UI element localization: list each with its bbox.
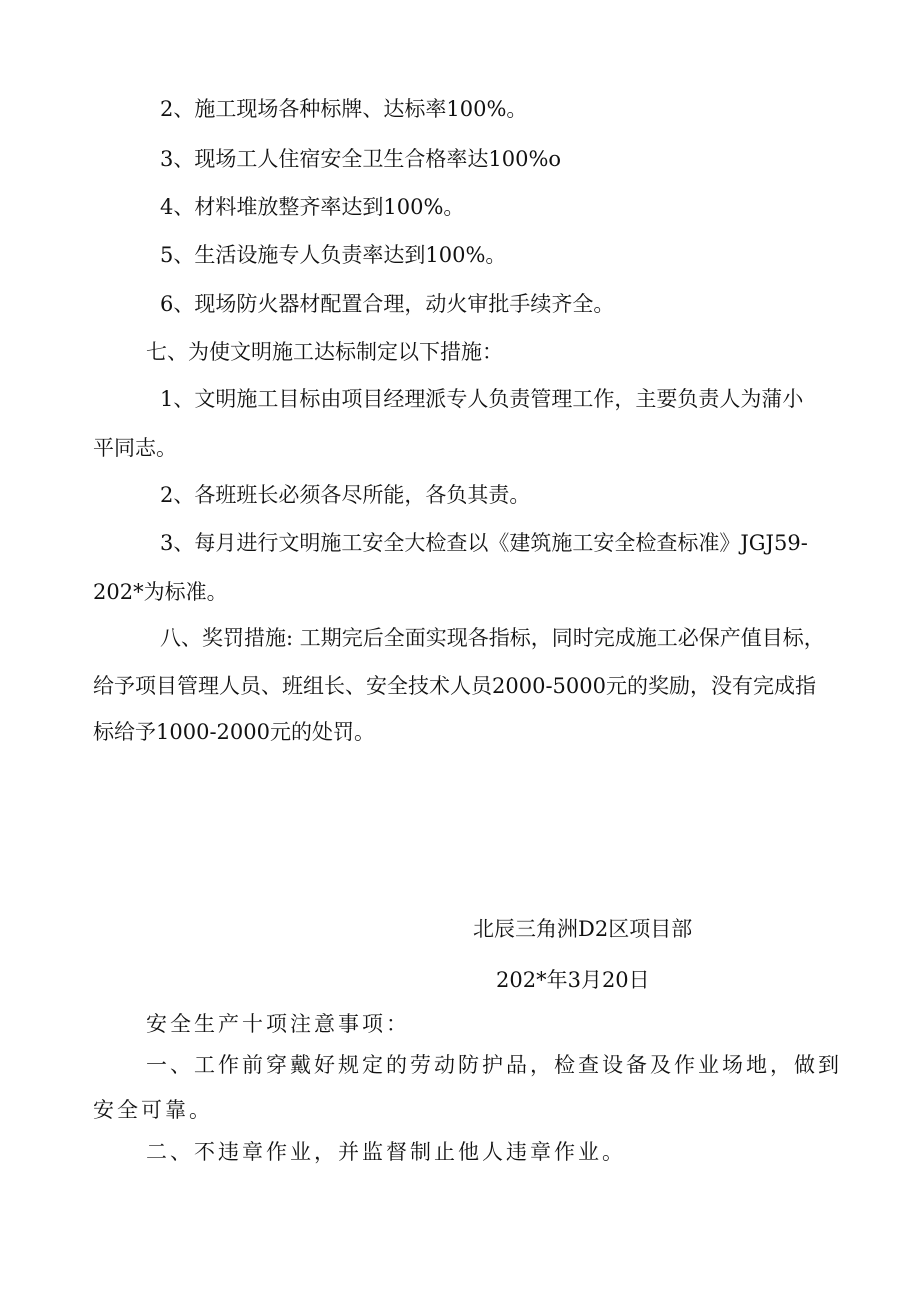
safety-notice-item1-line1: 一、工作前穿戴好规定的劳动防护品，检查设备及作业场地，做到 xyxy=(146,1053,842,1077)
section-seven-item3-line1: 3、每月进行文明施工安全大检查以《建筑施工安全检查标准》JGJ59- xyxy=(160,531,808,555)
section-eight-line1: 八、奖罚措施: 工期完后全面实现各指标，同时完成施工必保产值目标， xyxy=(160,626,825,650)
section-eight-line3: 标给予1000-2000元的处罚。 xyxy=(93,720,375,744)
safety-notice-item1-line2: 安全可靠。 xyxy=(93,1098,213,1122)
section-seven-item3-line2: 202*为标准。 xyxy=(93,580,228,604)
safety-notice-item2: 二、不违章作业，并监督制止他人违章作业。 xyxy=(146,1140,626,1164)
signature-date: 202*年3月20日 xyxy=(496,968,650,992)
section-eight-line2: 给予项目管理人员、班组长、安全技术人员2000-5000元的奖励，没有完成指 xyxy=(93,674,816,698)
signature-organization: 北辰三角洲D2区项目部 xyxy=(473,917,693,941)
section-seven-item2: 2、各班班长必须各尽所能，各负其责。 xyxy=(160,483,531,507)
list-item-3: 3、现场工人住宿安全卫生合格率达100%o xyxy=(160,147,562,171)
section-seven-heading: 七、为使文明施工达标制定以下措施： xyxy=(146,340,503,364)
list-item-4: 4、材料堆放整齐率达到100%。 xyxy=(160,195,465,219)
section-seven-item1-line2: 平同志。 xyxy=(93,436,177,460)
list-item-5: 5、生活设施专人负责率达到100%。 xyxy=(160,243,507,267)
safety-notice-title: 安全生产十项注意事项： xyxy=(146,1012,410,1036)
section-seven-item1-line1: 1、文明施工目标由项目经理派专人负责管理工作，主要负责人为蒲小 xyxy=(160,387,804,411)
list-item-6: 6、现场防火器材配置合理，动火审批手续齐全。 xyxy=(160,292,615,316)
list-item-2: 2、施工现场各种标牌、达标率100%。 xyxy=(160,97,528,121)
